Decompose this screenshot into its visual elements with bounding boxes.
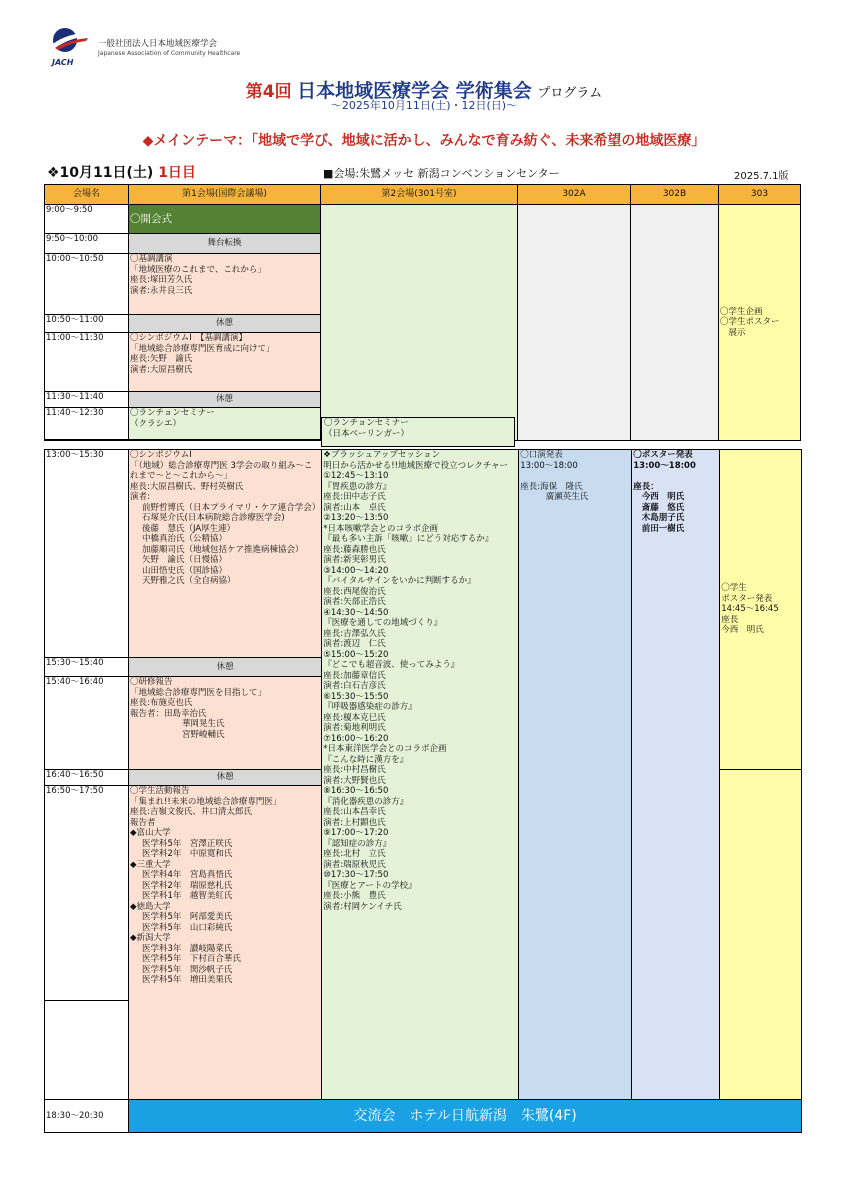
student-member: 医学科5年 関沙帆子氏 (142, 964, 233, 975)
r302a-line: 〇口演発表 (520, 450, 563, 460)
brushup-line: ②13:20～13:50 (323, 513, 389, 523)
col-header-hall2: 第2会場(301号室) (321, 185, 518, 205)
time-0900: 9:00～9:50 (45, 205, 129, 234)
brushup-line: 演者:渡辺 仁氏 (323, 639, 386, 649)
org-name-en: Japanese Association of Community Healthcare (98, 50, 241, 57)
time-gap2 (45, 1001, 129, 1100)
brushup-line: 『こんな時に漢方を』 (323, 754, 409, 765)
brushup-line: *日本咳嗽学会とのコラボ企画 (323, 523, 439, 534)
r302b-line: 木島朋子氏 (633, 513, 685, 523)
title-prefix: 第4回 (245, 82, 292, 102)
brushup-session (322, 450, 519, 1100)
luncheon1-line: （クラシエ） (130, 418, 182, 429)
speaker: 中橋真治氏（公精協） (142, 534, 228, 544)
keynote-line: 座長:塚田芳久氏 (130, 275, 193, 285)
time-1300: 13:00～15:30 (45, 450, 129, 658)
training-line: 「地域総合診療専門医を目指して」 (130, 687, 267, 698)
keynote-line: 「地域医療のこれまで、これから」 (130, 264, 266, 275)
brushup-line: 座長:田中志子氏 (323, 492, 386, 502)
speaker: 矢野 諭氏（日慢協） (142, 555, 228, 565)
symposium-1-keynote (129, 333, 321, 392)
r302a-line: 廣瀬英生氏 (520, 492, 589, 502)
program-table (44, 184, 801, 441)
keynote-line: 〇基調講演 (130, 254, 173, 264)
training-report (129, 677, 322, 770)
r302b-line: 13:00～18:00 (633, 460, 696, 471)
event-dates: ～2025年10月11日(土)・12日(日)～ (330, 99, 518, 112)
student-member: 医学科2年 瑞原慈札氏 (142, 880, 233, 891)
student-head-line: 〇学生活動報告 (130, 786, 190, 796)
opening-ceremony: 〇開会式 (129, 205, 321, 234)
brushup-line: ⑤15:00～15:20 (323, 649, 389, 660)
brushup-line: 『胃疾患の診方』 (323, 481, 392, 492)
r302a-line (520, 471, 630, 482)
s1b-line: 演者: (130, 492, 150, 502)
break-1130: 休憩 (129, 392, 321, 408)
r302b-line: 今西 明氏 (633, 492, 685, 502)
brushup-line: 座長:西尾俊治氏 (323, 586, 386, 597)
brushup-line: 『消化器疾患の診方』 (323, 796, 409, 807)
r302a-line: 13:00～18:00 (520, 460, 578, 471)
r303-morning (719, 205, 801, 441)
day-label (47, 162, 196, 182)
r302b-morning (631, 205, 719, 441)
col-header-venue: 会場名 (45, 185, 129, 205)
student-member: 医学科2年 中原寛和氏 (142, 849, 233, 859)
time-1640: 16:40～16:50 (45, 770, 129, 786)
speaker: 後藤 慧氏（JA厚生連） (142, 523, 236, 534)
sympo1-line: 座長:矢野 諭氏 (130, 354, 193, 364)
training-line: 報告者：田島幸治氏 (130, 708, 207, 719)
training-line: 〇研修報告 (130, 677, 173, 687)
day-number: 1日目 (158, 165, 196, 181)
luncheon2-line: 〇ランチョンセミナー (324, 418, 409, 428)
brushup-line: 演者:山本 卓氏 (323, 502, 386, 513)
time-1000: 10:00～10:50 (45, 254, 129, 315)
sympo1-line: 演者:大原昌樹氏 (130, 364, 193, 375)
brushup-line: 『呼吸器感染症の診方』 (323, 702, 417, 712)
keynote (129, 254, 321, 315)
brushup-line: 演者:瑞原秋児氏 (323, 859, 386, 870)
luncheon-hall2 (321, 417, 515, 447)
sympo1-line: 「地域総合診療専門医育成に向けて」 (130, 343, 275, 354)
speaker: 山田悟史氏（国診協） (142, 565, 228, 576)
version-label: 2025.7.1版 (734, 171, 789, 182)
brushup-line: 演者:新実彰男氏 (323, 555, 386, 565)
main-theme: ◆メインテーマ：「地域で学び、地域に活かし、みんなで育み紡ぐ、未来希望の地域医療」 (142, 133, 706, 149)
brushup-line: 『最も多い主訴「咳嗽」にどう対応するか』 (323, 534, 494, 544)
brushup-line: 演者:大野賢也氏 (323, 775, 386, 786)
break-1640: 休憩 (129, 770, 322, 786)
brushup-line: ①12:45～13:10 (323, 471, 389, 481)
r303-a-line: 座長 (721, 614, 739, 625)
brushup-line: ⑩17:30～17:50 (323, 870, 389, 880)
brushup-line: 座長:吉澤弘久氏 (323, 628, 386, 639)
brushup-line: 座長:藤森勝也氏 (323, 544, 386, 555)
brushup-line: 演者:上村顕也氏 (323, 817, 386, 828)
keynote-line: 演者:永井良三氏 (130, 285, 193, 296)
training-line: 座長:布施克也氏 (130, 698, 193, 708)
student-head-line: 座長:吉嶺文俊氏、井口清太郎氏 (130, 807, 252, 817)
col-header-hall1: 第1会場(国際会議場) (129, 185, 321, 205)
hall2-morning (321, 205, 518, 441)
brushup-line: ③14:00～14:20 (323, 565, 389, 576)
brushup-line: ❖ブラッシュアップセッション (323, 450, 441, 460)
stage-change: 舞台転換 (129, 234, 321, 254)
student-univ: ◆富山大学 (130, 828, 171, 838)
break-1050: 休憩 (129, 315, 321, 333)
r303-m-line: 展示 (720, 327, 746, 338)
r303-a-line: 〇学生 (721, 583, 747, 594)
speaker: 前野哲博氏（日本プライマリ・ケア連合学会） (142, 502, 321, 513)
brushup-line: ⑧16:30～16:50 (323, 786, 389, 796)
r302a-line: 座長:海保 隆氏 (520, 481, 583, 492)
col-header-302b: 302B (631, 185, 719, 205)
r302b-line: 前田一樹氏 (633, 523, 685, 534)
r303-m-line: 〇学生企画 (720, 306, 763, 317)
speaker: 加藤順司氏（地域包括ケア推進病棟協会） (142, 544, 304, 555)
time-1650: 16:50～17:50 (45, 786, 129, 1001)
col-header-302a: 302A (518, 185, 631, 205)
speaker: 天野雅之氏（全自病協） (142, 576, 236, 586)
hall1-gap (129, 440, 321, 441)
r303-a-line: 14:45～16:45 (721, 604, 779, 615)
time-1540: 15:40～16:40 (45, 677, 129, 770)
time-0950: 9:50～10:00 (45, 234, 129, 254)
r303-m-line: 〇学生ポスター (720, 317, 780, 328)
brushup-line: 座長:小熊 豊氏 (323, 891, 386, 901)
row-1300 (45, 450, 802, 658)
student-member: 医学科1年 越智美紅氏 (142, 891, 233, 901)
s1b-line: 「（地域）総合診療専門医 3学会の取り組み～これまで～と～これから～」 (130, 460, 313, 481)
student-member: 医学科5年 宮澤正咲氏 (142, 838, 233, 849)
brushup-line: 演者:白石吉彦氏 (323, 681, 386, 691)
brushup-line: 座長:北村 立氏 (323, 849, 386, 859)
student-member: 医学科5年 下村百合華氏 (142, 954, 241, 964)
brushup-line: ⑦16:00～16:20 (323, 733, 389, 744)
student-univ: ◆新潟大学 (130, 933, 171, 943)
r302b-line (633, 471, 718, 482)
r303-a-line: ポスター発表 (721, 593, 773, 604)
time-1100: 11:00～11:30 (45, 333, 129, 392)
student-member: 医学科3年 讃岐陽菜氏 (142, 943, 233, 954)
training-line: 華岡晃生氏 (182, 719, 225, 729)
luncheon-hall1 (129, 408, 321, 440)
luncheon2-line: （日本ベーリンガー） (324, 428, 410, 439)
brushup-line: ⑥15:30～15:50 (323, 691, 389, 702)
student-univ: ◆徳島大学 (130, 901, 171, 912)
time-1050: 10:50～11:00 (45, 315, 129, 333)
brushup-line: *日本東洋医学会とのコラボ企画 (323, 744, 447, 754)
program-table-afternoon (44, 449, 802, 1133)
s1b-line: 〇シンポジウムⅠ (130, 450, 192, 460)
luncheon1-line: 〇ランチョンセミナー (130, 408, 215, 418)
row-0900 (45, 205, 801, 234)
brushup-line: 『医療とアートの学校』 (323, 880, 417, 891)
brushup-line: 座長:山本昌幸氏 (323, 807, 386, 817)
brushup-line: 『バイタルサインをいかに判断するか』 (323, 576, 476, 586)
brushup-line: 『認知症の診方』 (323, 838, 392, 849)
row-1830 (45, 1100, 802, 1133)
venue-label: ■会場:朱鷺メッセ 新潟コンベンションセンター (323, 167, 560, 180)
r302b-poster (632, 450, 720, 1100)
title-main: 日本地域医療学会 学術集会 (297, 80, 532, 102)
time-1130: 11:30～11:40 (45, 392, 129, 408)
r303-student-poster (720, 450, 802, 770)
student-member: 医学科5年 増田美果氏 (142, 975, 233, 985)
org-name-ja: 一般社団法人日本地域医療学会 (98, 39, 218, 49)
symposium-1 (129, 450, 322, 658)
student-member: 医学科4年 宮島真悟氏 (142, 870, 233, 880)
student-head-line: 報告者 (130, 817, 156, 828)
brushup-line: 座長:加藤章信氏 (323, 670, 386, 681)
s1b-line: 座長:大原昌樹氏、野村英樹氏 (130, 481, 244, 492)
r302a-morning (518, 205, 631, 441)
time-gap (45, 440, 129, 441)
r302a-oral (519, 450, 632, 1100)
brushup-line: 座長:榎本克巳氏 (323, 712, 386, 723)
speaker: 石塚晃介氏(日本病院総合診療医学会) (142, 513, 285, 523)
r302b-line: 斎藤 悠氏 (633, 502, 685, 513)
logo-text: JACH (52, 58, 74, 67)
time-1140: 11:40～12:30 (45, 408, 129, 440)
break-1530: 休憩 (129, 658, 322, 677)
student-member: 医学科5年 山口彩純氏 (142, 922, 233, 933)
brushup-line: 明日から活かせる!!地域医療で役立つレクチャー (323, 460, 509, 471)
brushup-line: 演者:村岡ケンイチ氏 (323, 901, 402, 912)
brushup-line: ⑨17:00～17:20 (323, 828, 389, 838)
title-suffix: プログラム (537, 86, 603, 101)
r303-evening (720, 770, 802, 1100)
org-name (98, 39, 240, 59)
student-head-line: 「集まれ!!未来の地域総合診療専門医」 (130, 796, 282, 807)
sympo1-line: 〇シンポジウムⅠ 【基調講演】 (130, 333, 247, 343)
day-date: ❖10月11日(土) (47, 165, 154, 181)
time-1830: 18:30～20:30 (45, 1100, 129, 1133)
time-1530: 15:30～15:40 (45, 658, 129, 677)
social-gathering: 交流会 ホテル日航新潟 朱鷺(4F) (129, 1100, 802, 1133)
header-row (45, 185, 801, 205)
r302b-line: 座長： (633, 481, 659, 492)
student-member: 医学科5年 阿部愛美氏 (142, 912, 233, 922)
jach-logo-icon (49, 24, 89, 58)
brushup-line: 『どこでも超音波、使ってみよう』 (323, 660, 460, 670)
training-line: 宮野峻輔氏 (182, 729, 225, 740)
student-report (129, 786, 322, 1100)
col-header-303: 303 (719, 185, 801, 205)
r303-a-line: 今西 明氏 (721, 625, 764, 636)
brushup-line: 『医療を通しての地域づくり』 (323, 618, 443, 628)
brushup-line: 演者:菊地利明氏 (323, 723, 386, 733)
student-univ: ◆三重大学 (130, 859, 171, 870)
r302b-line: 〇ポスター発表 (633, 450, 693, 460)
brushup-line: ④14:30～14:50 (323, 607, 389, 618)
brushup-line: 演者:矢部正浩氏 (323, 597, 386, 607)
brushup-line: 座長:中村昌樹氏 (323, 765, 386, 775)
